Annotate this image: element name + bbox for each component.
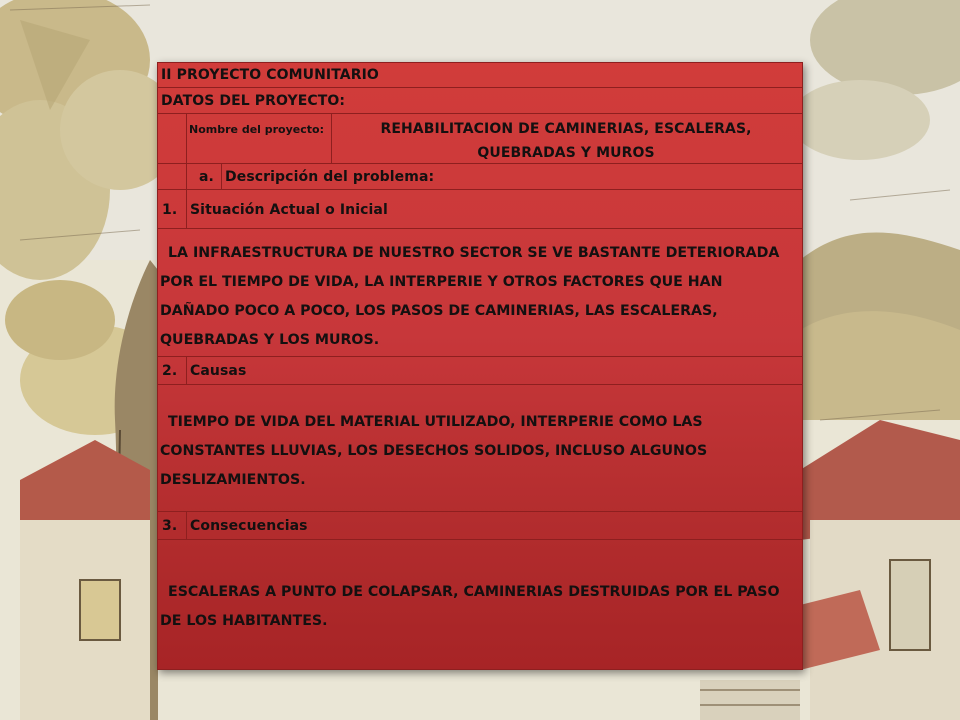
- problem-marker: a.: [199, 169, 214, 185]
- project-card: [157, 62, 803, 670]
- item-2-text: TIEMPO DE VIDA DEL MATERIAL UTILIZADO, INTERPERIE COMO LAS CONSTANTES LLUVIAS, LOS DESECHOS SOLIDOS, INCLUSO ALGUNOS DESLIZAMIENTOS.: [160, 414, 708, 488]
- project-name-label: Nombre del proyecto:: [189, 123, 324, 136]
- section-heading: DATOS DEL PROYECTO:: [161, 93, 346, 109]
- divider: [186, 512, 187, 540]
- item-2-text-row: [158, 385, 802, 512]
- problem-row: [158, 164, 802, 190]
- item-3-text: ESCALERAS A PUNTO DE COLAPSAR, CAMINERIAS DESTRUIDAS POR EL PASO DE LOS HABITANTES.: [160, 584, 780, 629]
- divider: [186, 164, 187, 190]
- item-2-heading-row: [158, 357, 802, 385]
- item-2-number: 2.: [162, 363, 178, 379]
- divider: [186, 357, 187, 385]
- item-1-label: Situación Actual o Inicial: [190, 202, 388, 218]
- item-1-text-row: [158, 229, 802, 357]
- item-2-label: Causas: [190, 363, 247, 379]
- item-1-number: 1.: [162, 202, 178, 218]
- item-1-heading-row: [158, 190, 802, 229]
- title-row: [158, 63, 802, 88]
- item-1-text: LA INFRAESTRUCTURA DE NUESTRO SECTOR SE VE BASTANTE DETERIORADA POR EL TIEMPO DE VIDA, LA INTERPERIE Y OTROS FACTORES QUE HAN DAÑADO POCO A POCO, LOS PASOS DE CAMINERIAS, LAS ESCALERAS, QUEBRADAS Y LOS MUROS.: [160, 245, 780, 348]
- divider: [186, 114, 187, 164]
- item-3-number: 3.: [162, 518, 178, 534]
- item-3-heading-row: [158, 512, 802, 540]
- project-name-row: [158, 114, 802, 164]
- divider: [221, 164, 222, 190]
- divider: [331, 114, 332, 164]
- item-3-label: Consecuencias: [190, 518, 308, 534]
- section-row: [158, 88, 802, 114]
- project-name-value: REHABILITACION DE CAMINERIAS, ESCALERAS, QUEBRADAS Y MUROS: [380, 121, 752, 161]
- item-3-text-row: [158, 540, 802, 669]
- problem-label: Descripción del problema:: [225, 169, 435, 185]
- divider: [186, 190, 187, 229]
- card-title: II PROYECTO COMUNITARIO: [161, 67, 379, 83]
